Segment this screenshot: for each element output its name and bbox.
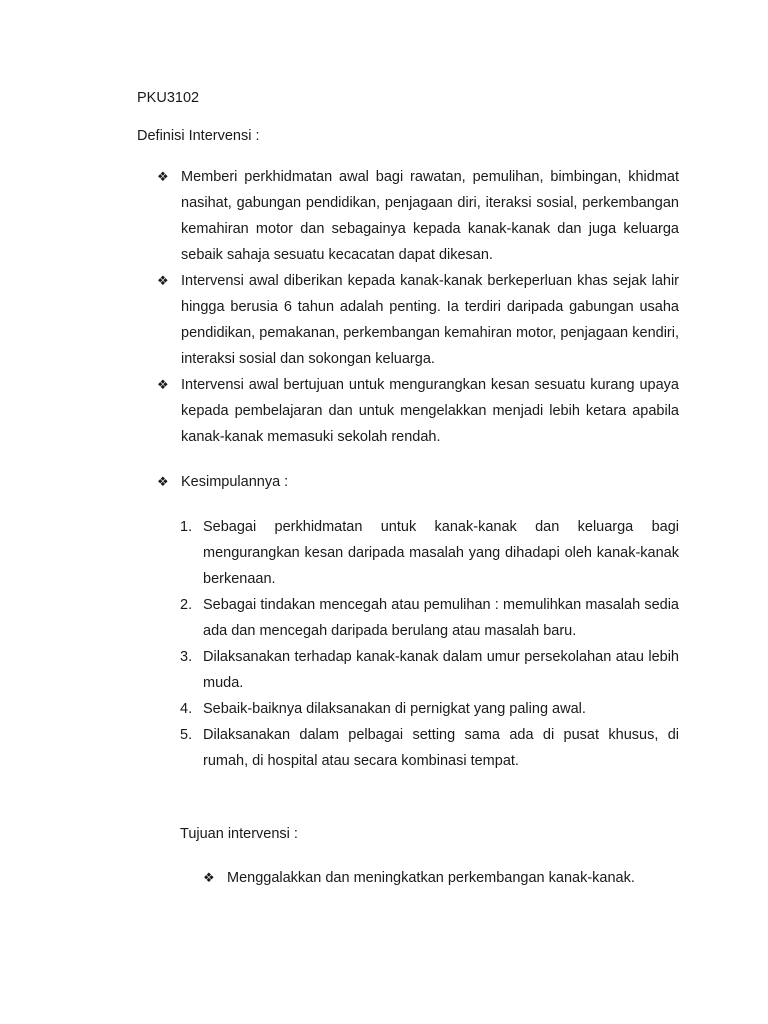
item-text: Dilaksanakan dalam pelbagai setting sama ada di pusat khusus, di rumah, di hospital atau secara kombinasi tempat. xyxy=(203,727,679,769)
definition-heading: Definisi Intervensi : xyxy=(137,128,260,144)
bullet-text: Memberi perkhidmatan awal bagi rawatan, pemulihan, bimbingan, khidmat nasihat, gabungan pendidikan, penjagaan diri, iteraksi sosial, perkembangan kemahiran motor dan sebagainya kepada kanak-kanak dan juga keluarga sebaik sahaja sesuatu kecacatan dapat dikesan. xyxy=(181,169,679,263)
purpose-bullet-row xyxy=(203,865,679,891)
bullet-text: Intervensi awal bertujuan untuk mengurangkan kesan sesuatu kurang upaya kepada pembelajaran dan untuk mengelakkan menjadi lebih ketara apabila kanak-kanak memasuki sekolah rendah. xyxy=(181,377,679,445)
item-text: Dilaksanakan terhadap kanak-kanak dalam umur persekolahan atau lebih muda. xyxy=(203,649,679,691)
diamond-bullet-icon: ❖ xyxy=(157,273,169,288)
definition-bullet-item xyxy=(157,372,679,450)
item-text: Sebaik-baiknya dilaksanakan di pernigkat yang paling awal. xyxy=(203,701,586,717)
item-text: Sebagai perkhidmatan untuk kanak-kanak dan keluarga bagi mengurangkan kesan daripada masalah yang dihadapi oleh kanak-kanak berkenaan. xyxy=(203,519,679,587)
diamond-bullet-icon: ❖ xyxy=(157,377,169,392)
diamond-bullet-icon: ❖ xyxy=(157,474,169,489)
conclusion-heading-row xyxy=(157,469,679,495)
item-number: 4. xyxy=(180,701,193,717)
bullet-text: Intervensi awal diberikan kepada kanak-kanak berkeperluan khas sejak lahir hingga berusia 6 tahun adalah penting. Ia terdiri daripada gabungan usaha pendidikan, pemakanan, perkembangan kemahiran motor, penjagaan kendiri, interaksi sosial dan sokongan keluarga. xyxy=(181,273,679,367)
item-number: 3. xyxy=(180,649,193,665)
definition-bullet-list xyxy=(157,164,679,450)
document-code: PKU3102 xyxy=(137,90,200,106)
conclusion-list-item xyxy=(180,722,679,774)
conclusion-list-item xyxy=(180,592,679,644)
diamond-bullet-icon: ❖ xyxy=(203,870,215,885)
item-number: 5. xyxy=(180,727,193,743)
conclusion-numbered-list xyxy=(180,514,679,774)
conclusion-list-item xyxy=(180,696,679,722)
item-number: 1. xyxy=(180,519,193,535)
definition-bullet-item xyxy=(157,164,679,268)
purpose-heading: Tujuan intervensi : xyxy=(180,826,298,842)
conclusion-list-item xyxy=(180,644,679,696)
conclusion-list-item xyxy=(180,514,679,592)
diamond-bullet-icon: ❖ xyxy=(157,169,169,184)
definition-bullet-item xyxy=(157,268,679,372)
purpose-bullet-text: Menggalakkan dan meningkatkan perkembangan kanak-kanak. xyxy=(227,870,635,886)
item-number: 2. xyxy=(180,597,193,613)
item-text: Sebagai tindakan mencegah atau pemulihan : memulihkan masalah sedia ada dan mencegah daripada berulang atau masalah baru. xyxy=(203,597,679,639)
conclusion-heading: Kesimpulannya : xyxy=(181,474,289,490)
